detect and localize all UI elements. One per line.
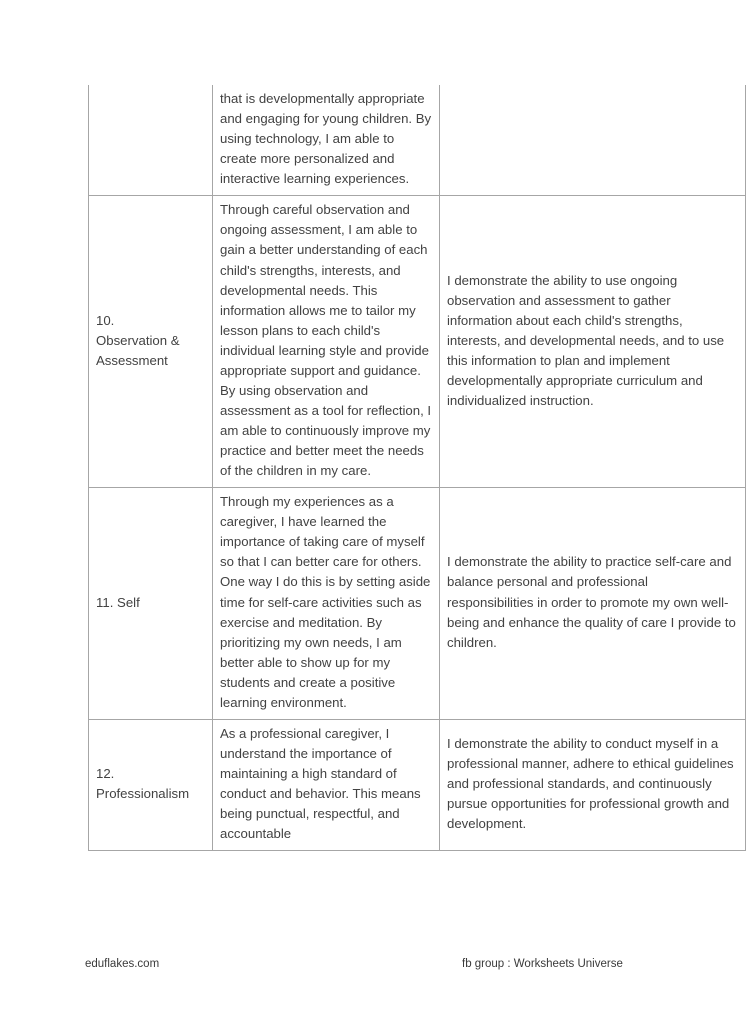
row-evidence-cell: [440, 488, 746, 720]
table-row: [89, 719, 746, 850]
row-label-cell: [89, 196, 213, 488]
row-evidence-cell: [440, 719, 746, 850]
table-row: [89, 85, 746, 196]
row-statement-text: that is developmentally appropriate and engaging for young children. By using technology, I am able to create more personalized and interactive learning experiences.: [220, 91, 435, 187]
footer-group-label: fb group : Worksheets Universe: [462, 958, 623, 970]
row-label-cell: [89, 85, 213, 196]
row-label-cell: [89, 719, 213, 850]
row-evidence-text: I demonstrate the ability to conduct myself in a professional manner, adhere to ethical guidelines and professional standards, and continuously pursue opportunities for professional growth and development.: [447, 735, 738, 832]
row-statement-text: Through careful observation and ongoing assessment, I am able to gain a better understanding of each child's strengths, interests, and developmental needs. This information allows me to tailor my lesson plans to each child's individual learning style and provide appropriate support and guidance. By using observation and assessment as a tool for reflection, I am able to continuously improve my practice and better meet the needs of the children in my care.: [220, 202, 435, 479]
row-label-text: 10. Observation & Assessment: [96, 312, 180, 368]
row-statement-text: Through my experiences as a caregiver, I have learned the importance of taking care of myself so that I can better care for others. One way I do this is by setting aside time for self-care activities such as exercise and meditation. By prioritizing my own needs, I am better able to show up for my students and create a positive learning environment.: [220, 494, 435, 710]
row-statement-cell: [213, 85, 440, 196]
row-statement-text: As a professional caregiver, I understand the importance of maintaining a high standard of conduct and behavior. This means being punctual, respectful, and accountable: [220, 725, 425, 842]
row-evidence-text: I demonstrate the ability to practice self-care and balance personal and professional responsibilities in order to promote my own well-being and enhance the quality of care I provide to children.: [447, 554, 740, 650]
competency-table: [88, 85, 746, 851]
page-footer: [0, 958, 724, 988]
row-statement-cell: [213, 488, 440, 720]
table-row: [89, 488, 746, 720]
table-row: [89, 196, 746, 488]
row-statement-cell: [213, 719, 440, 850]
row-statement-cell: [213, 196, 440, 488]
row-evidence-text: I demonstrate the ability to use ongoing observation and assessment to gather information about each child's strengths, interests, and developmental needs, and to use this information to plan and implement developmentally appropriate curriculum and individualized instruction.: [447, 272, 728, 408]
footer-site-label: eduflakes.com: [85, 958, 160, 970]
row-label-cell: [89, 488, 213, 720]
row-label-text: 11. Self: [96, 594, 140, 610]
row-evidence-cell: [440, 85, 746, 196]
row-evidence-cell: [440, 196, 746, 488]
row-label-text: 12. Professionalism: [96, 766, 190, 802]
table-body: [89, 85, 746, 851]
